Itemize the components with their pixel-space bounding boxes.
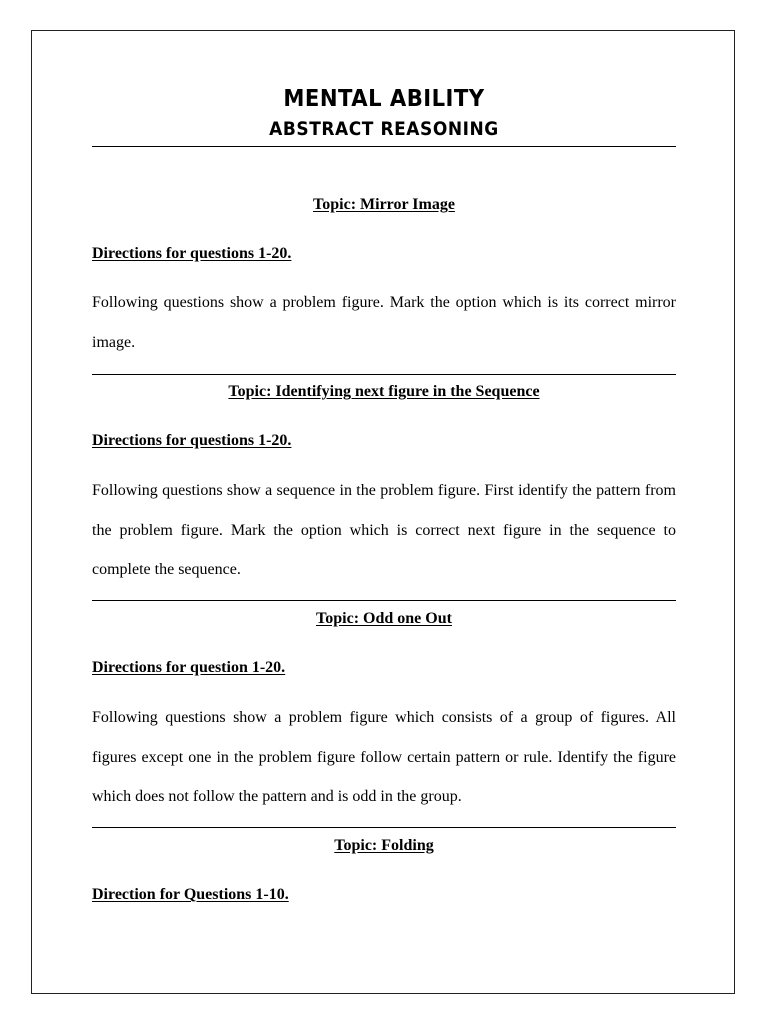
section-topic-odd-one-out: Topic: Odd one Out (316, 610, 452, 627)
section-directions-folding: Direction for Questions 1-10. (92, 886, 289, 903)
section-text-mirror-image: Following questions show a problem figure. Mark the option which is its correct mirror image. (92, 294, 676, 351)
section-topic-mirror-image: Topic: Mirror Image (313, 196, 455, 213)
section-text-odd-one-out: Following questions show a problem figure which consists of a group of figures. All figures except one in the problem figure follow certain pattern or rule. Identify the figure which does not follow the pattern and is odd in the group. (92, 709, 676, 805)
section-divider (92, 827, 676, 828)
document-title: MENTAL ABILITY (283, 86, 485, 112)
section-divider (92, 600, 676, 601)
section-topic-folding: Topic: Folding (334, 837, 434, 854)
document-subtitle: ABSTRACT REASONING (269, 119, 499, 140)
section-divider (92, 374, 676, 375)
header-divider (92, 146, 676, 147)
section-text-sequence: Following questions show a sequence in the problem figure. First identify the pattern from the problem figure. Mark the option which is correct next figure in the sequence to complete the sequence. (92, 482, 676, 578)
section-directions-mirror-image: Directions for questions 1-20. (92, 245, 292, 262)
section-directions-odd-one-out: Directions for question 1-20. (92, 659, 286, 676)
section-topic-sequence: Topic: Identifying next figure in the Sequence (228, 383, 540, 400)
section-directions-sequence: Directions for questions 1-20. (92, 432, 292, 449)
